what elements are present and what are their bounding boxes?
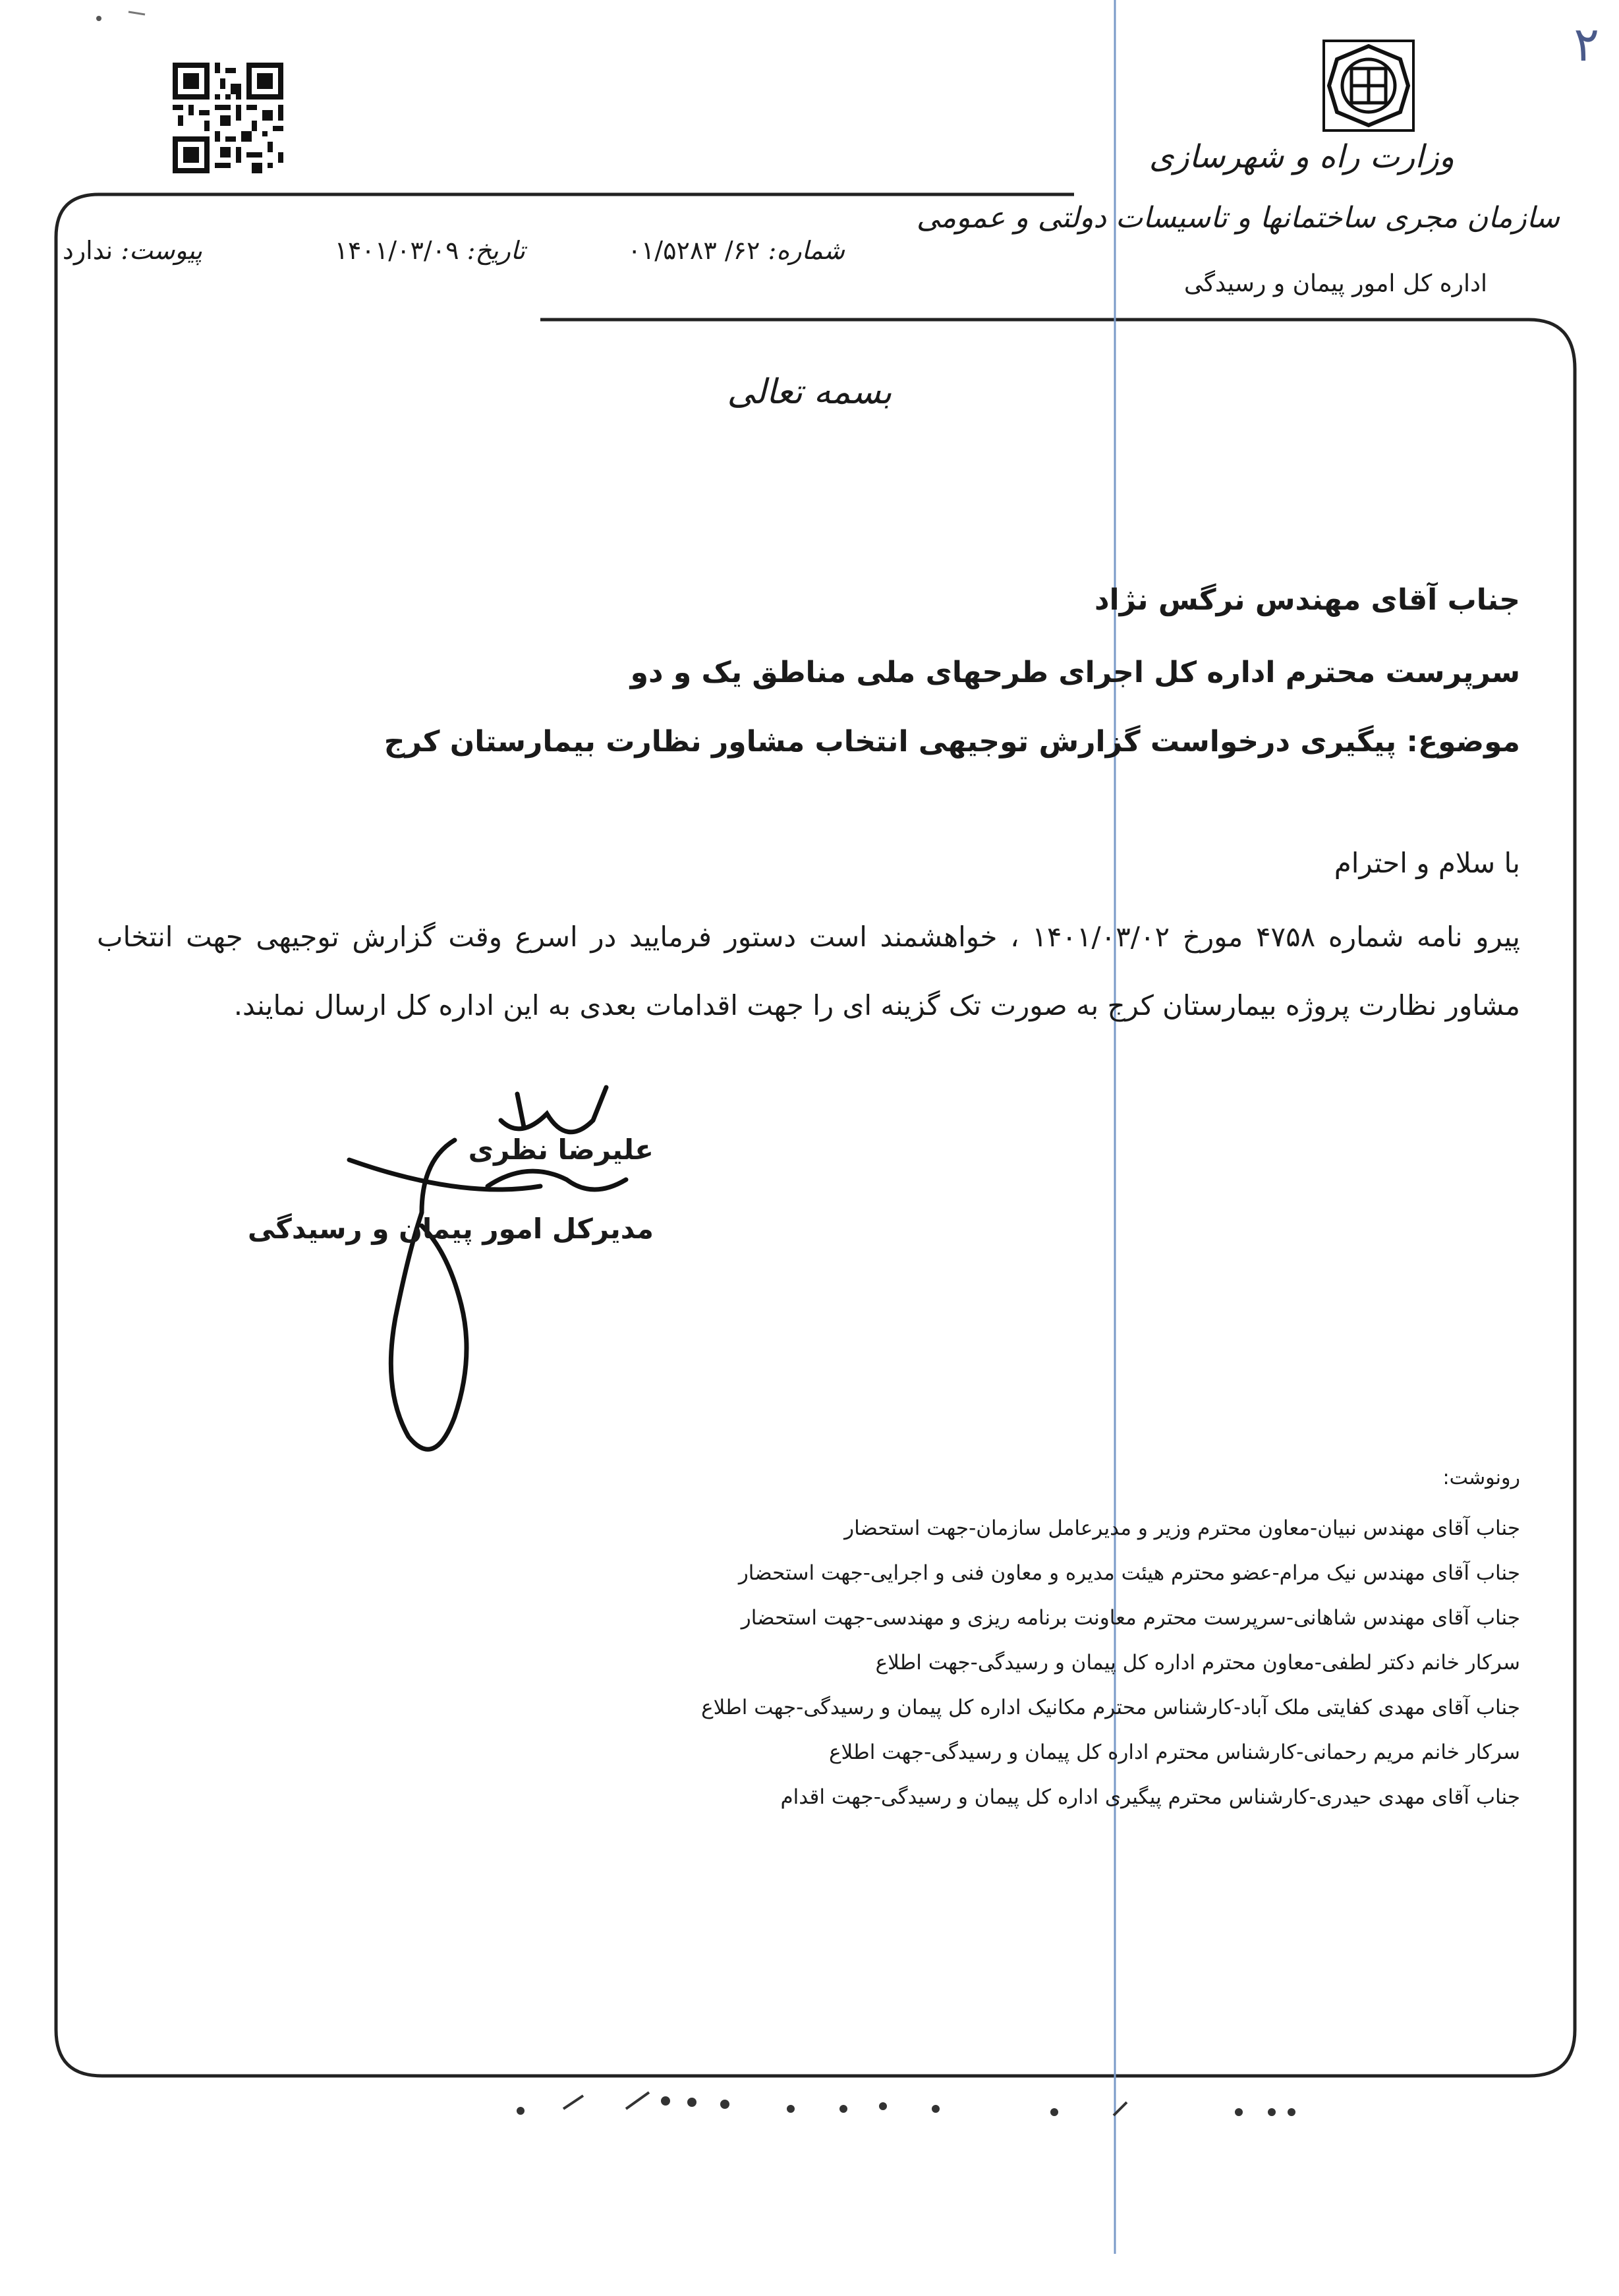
cc-item: جناب آقای مهدی کفایتی ملک آباد-کارشناس محترم مکانیک اداره کل پیمان و رسیدگی-جهت اطلاع [701,1696,1520,1719]
attachment-value: ندارد [62,236,113,265]
subject: موضوع: پیگیری درخواست گزارش توجیهی انتخاب مشاور نظارت بیمارستان کرج [383,725,1520,759]
ministry-logo-icon [1322,40,1415,132]
letter-date-value: ۱۴۰۱/۰۳/۰۹ [334,236,459,265]
department-name: اداره کل امور پیمان و رسیدگی [1183,270,1487,297]
speck [96,16,101,21]
cc-item: جناب آقای مهندس شاهانی-سرپرست محترم معاونت برنامه ریزی و مهندسی-جهت استحضار [741,1606,1520,1630]
letter-date [335,236,525,265]
letter-date-label: تاریخ: [467,236,525,265]
greeting: با سلام و احترام [1334,847,1520,879]
recipient-title: سرپرست محترم اداره کل اجرای طرحهای ملی مناطق یک و دو [630,656,1520,689]
cc-item: سرکار خانم دکتر لطفی-معاون محترم اداره کل پیمان و رسیدگی-جهت اطلاع [875,1651,1520,1675]
qr-code-icon [173,63,283,173]
page-number: ۲ [1574,16,1599,72]
organization-name: سازمان مجری ساختمانها و تاسیسات دولتی و عمومی [916,201,1560,235]
blessing: بسمه تعالی [727,372,892,412]
letter-attachment [63,236,202,265]
ministry-name: وزارت راه و شهرسازی [1149,138,1454,175]
cc-item: جناب آقای مهندس نبیان-معاون محترم وزیر و مدیرعامل سازمان-جهت استحضار [844,1516,1520,1540]
cc-label: رونوشت: [1442,1466,1520,1489]
cc-item: سرکار خانم مریم رحمانی-کارشناس محترم اداره کل پیمان و رسیدگی-جهت اطلاع [829,1740,1520,1764]
letter-number [627,236,845,265]
letter-number-label: شماره: [768,236,845,265]
signer-name: علیرضا نظری [468,1134,654,1166]
attachment-label: پیوست: [121,236,202,265]
signer-title: مدیرکل امور پیمان و رسیدگی [247,1213,654,1245]
letter-number-value: ۶۲/ ۰۱/۵۲۸۳ [627,236,760,265]
cc-item: جناب آقای مهندس نیک مرام-عضو محترم هیئت مدیره و معاون فنی و اجرایی-جهت استحضار [738,1561,1520,1585]
recipient-name: جناب آقای مهندس نرگس نژاد [1094,583,1520,617]
speck [128,12,145,14]
cc-list [701,1506,1520,1820]
cc-item: جناب آقای مهدی حیدری-کارشناس محترم پیگیری اداره کل پیمان و رسیدگی-جهت اقدام [780,1785,1520,1809]
footer-marks [518,2092,1294,2115]
letter-body: پیرو نامه شماره ۴۷۵۸ مورخ ۱۴۰۱/۰۳/۰۲ ، خواهشمند است دستور فرمایید در اسرع وقت گزارش توجیهی جهت انتخاب مشاور نظارت پروژه بیمارستان کرج به صورت تک گزینه ای را جهت اقدامات بعدی به این اداره کل ارسال نمایند. [97,921,1520,1021]
